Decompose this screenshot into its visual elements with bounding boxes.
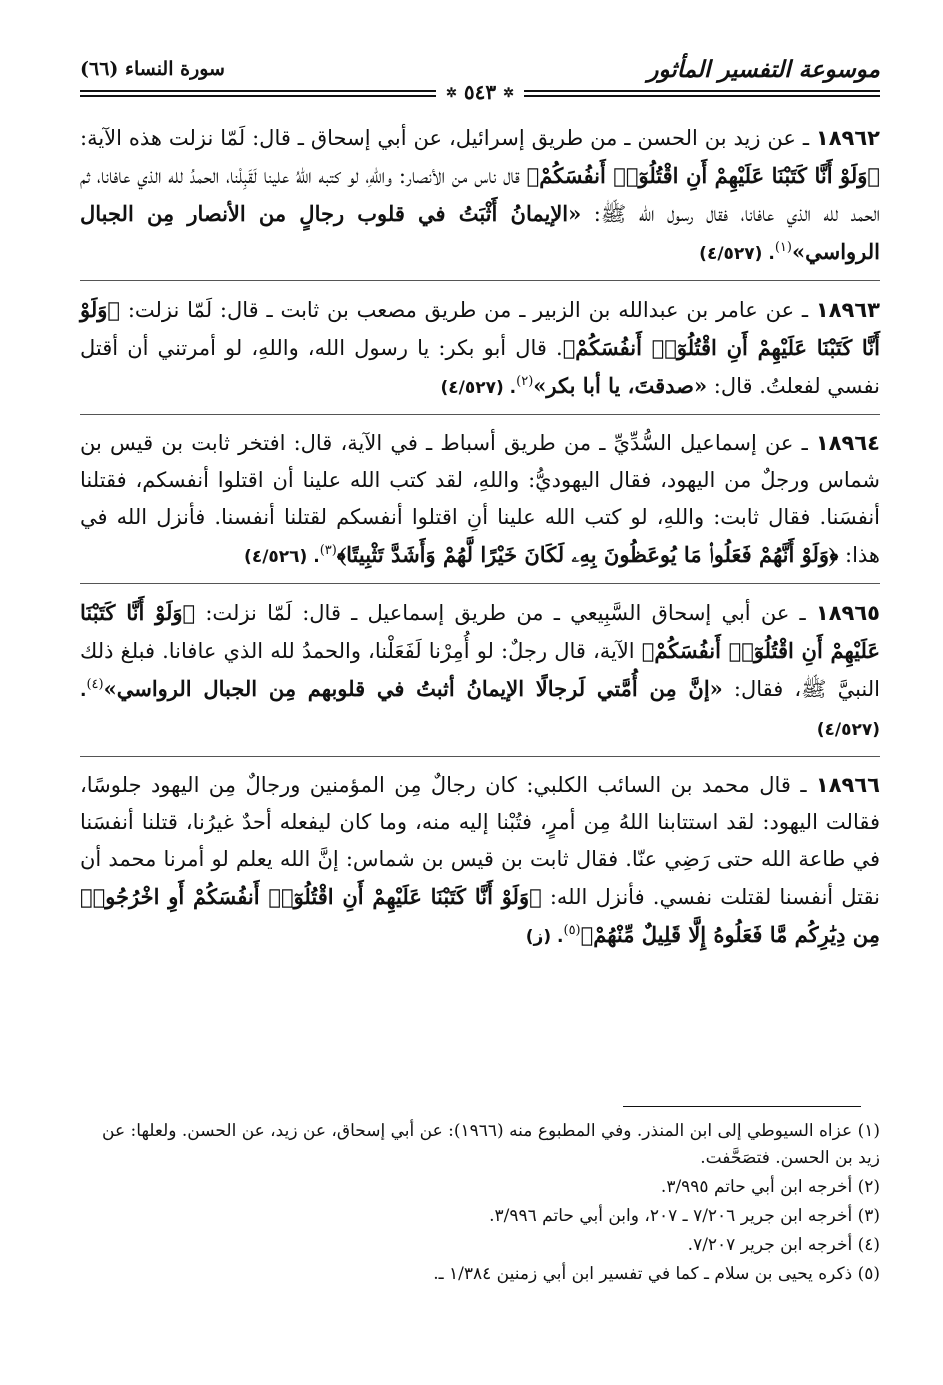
ornament-icon: ✲ xyxy=(446,86,457,101)
entry-number: ١٨٩٦٥ xyxy=(815,601,880,625)
footnote: (٢) أخرجه ابن أبي حاتم ٣/٩٩٥. xyxy=(660,1177,880,1197)
hadith-quote: «صدقتَ، يا أبا بكر» xyxy=(533,373,708,398)
quran-quote: ﴿وَلَوْ أَنَّا كَتَبْنَا عَلَيْهِمْ أَنِ اقْتُلُوٓا۟ أَنفُسَكُمْ أَوِ اخْرُجُوا۟ مِن دِيَٰرِكُم مَّا فَعَلُوهُ إِلَّا قَلِيلٌ مِّنْهُمْ﴾ xyxy=(80,884,880,947)
entry-text: قال ناس من الأنصار: واللهِ، لو كتبه اللهُ علينا لَقَبِلْنا، الحمدُ لله الذي عافانا، ثم الحمد لله الذي عافانا، فقال رسول الله ﷺ: xyxy=(80,164,880,226)
entry xyxy=(80,594,880,757)
entry-number: ١٨٩٦٤ xyxy=(815,431,880,455)
entry-text: ـ عن أبي إسحاق السَّبِيعي ـ من طريق إسماعيل ـ قال: لَمّا نزلت: xyxy=(195,601,816,625)
source-reference: . (٤/٥٢٧) xyxy=(440,378,517,398)
entry-number: ١٨٩٦٣ xyxy=(815,298,880,322)
page-number: ٥٤٣ xyxy=(463,80,497,104)
footnote: (٣) أخرجه ابن جرير ٧/٢٠٦ ـ ٢٠٧، وابن أبي حاتم ٣/٩٩٦. xyxy=(489,1206,880,1226)
footnote-divider xyxy=(623,1106,861,1107)
entry xyxy=(80,425,880,584)
source-reference: . (٤/٥٢٧) xyxy=(80,681,880,740)
hadith-quote: «إنَّ مِن أُمَّتي لَرجالًا الإيمانُ أثبتُ في قلوبهم مِن الجبال الرواسي» xyxy=(103,676,723,701)
footnote: (٥) ذكره يحيى بن سلام ـ كما في تفسير ابن أبي زمنين ١/٣٨٤ ـ. xyxy=(433,1264,880,1284)
entry xyxy=(80,291,880,415)
entry xyxy=(80,120,880,281)
footnotes xyxy=(80,1118,880,1290)
book-title: موسوعة التفسير المأثور xyxy=(647,56,880,83)
quran-quote: ﴿وَلَوْ أَنَّا كَتَبْنَا عَلَيْهِمْ أَنِ اقْتُلُوٓا۟ أَنفُسَكُمْ﴾ xyxy=(80,297,880,360)
main-text xyxy=(80,120,880,973)
quran-quote: ﴿وَلَوْ أَنَّهُمْ فَعَلُوا۟ مَا يُوعَظُونَ بِهِۦ لَكَانَ خَيْرًا لَّهُمْ وَأَشَدَّ تَثْبِيتًا﴾ xyxy=(336,542,839,567)
entry xyxy=(80,767,880,963)
entry-text: ـ عن إسماعيل السُّدِّيِّ ـ من طريق أسباط ـ في الآية، قال: افتخر ثابت بن قيس بن شماس ورجلٌ من اليهود، فقال اليهوديُّ: واللهِ، لقد كتب الله علينا أن اقتلوا أنفسكم، فقتلنا أنفسَنا. فقال ثابت: واللهِ، لو كتب الله علينا أنِ اقتلوا أنفسكم لقتلنا أنفسنا. فأنزل الله في هذا: xyxy=(80,431,880,567)
source-reference: . (٤/٥٢٦) xyxy=(244,547,320,567)
entry-text: . قال أبو بكر: يا رسول الله، واللهِ، لو أمرتني أن أقتل نفسي لفعلتُ. قال: xyxy=(80,336,880,398)
page-header xyxy=(80,52,880,102)
footnote-marker: (٢) xyxy=(516,374,534,389)
entry-text: الآية، قال رجلٌ: لو أُمِرْنا لَفَعَلْنا، والحمدُ لله الذي عافانا. فبلغ ذلك النبيَّ ﷺ، فقال: xyxy=(80,639,880,701)
source-reference: . (ز) xyxy=(525,927,564,947)
quran-quote: ﴿وَلَوْ أَنَّا كَتَبْنَا عَلَيْهِمْ أَنِ اقْتُلُوٓا۟ أَنفُسَكُمْ﴾ xyxy=(526,163,880,188)
entry-text: ـ قال محمد بن السائب الكلبي: كان رجالٌ مِن المؤمنين ورجالٌ مِن اليهود جلوسًا، فقالت اليهود: لقد استتابنا اللهُ مِن أمرٍ، فتُبْنا إليه منه، وما كان ليفعله أحدٌ غيرُنا، قتلنا أنفسَنا في طاعة الله حتى رَضِي عنّا. فقال ثابت بن قيس بن شماس: إنَّ الله يعلم لو أمرنا محمد أن نقتل أنفسنا لقتلت نفسي. فأنزل الله: xyxy=(80,773,880,909)
entry-number: ١٨٩٦٦ xyxy=(815,773,880,797)
quran-quote: ﴿وَلَوْ أَنَّا كَتَبْنَا عَلَيْهِمْ أَنِ اقْتُلُوٓا۟ أَنفُسَكُمْ﴾ xyxy=(80,600,880,663)
surah-label: سورة النساء (٦٦) xyxy=(80,58,225,80)
footnote-marker: (١) xyxy=(774,240,792,255)
footnote-marker: (٤) xyxy=(86,677,104,692)
entry-number: ١٨٩٦٢ xyxy=(815,126,880,150)
hadith-quote: «الإيمانُ أَثْبَتُ في قلوب رجالٍ من الأنصار مِن الجبال الرواسي» xyxy=(80,201,880,264)
entry-text: ـ عن عامر بن عبدالله بن الزبير ـ من طريق مصعب بن ثابت ـ قال: لَمّا نزلت: xyxy=(120,298,816,322)
page-number-box xyxy=(436,80,524,104)
ornament-icon: ✲ xyxy=(503,86,514,101)
source-reference: . (٤/٥٢٧) xyxy=(699,244,775,264)
footnote: (١) عزاه السيوطي إلى ابن المنذر. وفي المطبوع منه (١٩٦٦): عن أبي إسحاق، عن زيد، عن الحسن. ولعلها: عن زيد بن الحسن. فتصَحَّفت. xyxy=(102,1121,880,1168)
footnote-marker: (٥) xyxy=(563,923,581,938)
footnote: (٤) أخرجه ابن جرير ٧/٢٠٧. xyxy=(687,1235,880,1255)
entry-text: ـ عن زيد بن الحسن ـ من طريق إسرائيل، عن أبي إسحاق ـ قال: لَمّا نزلت هذه الآية: xyxy=(80,126,816,150)
footnote-marker: (٣) xyxy=(319,543,337,558)
